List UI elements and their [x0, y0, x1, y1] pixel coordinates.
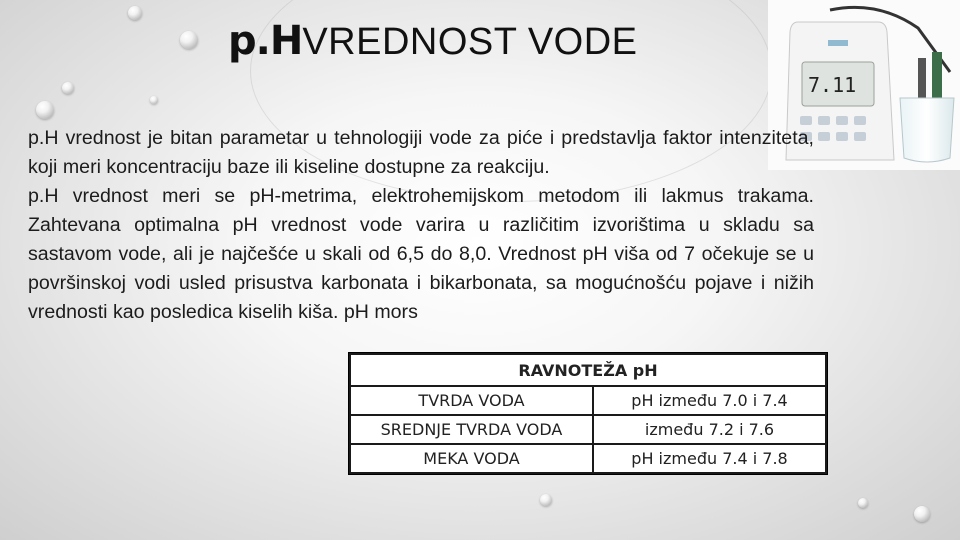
paragraph-2: p.H vrednost meri se pH-metrima, elektrohemijskom metodom ili lakmus trakama. Zahtevana optimalna pH vrednost vode varira u različitim izvorištima u skladu sa sastavom vode, ali je najčešće u skali od 6,5 do 8,0. Vrednost pH viša od 7 očekuje se u površinskoj vodi usled prisustva karbonata i bikarbonata, sa mogućnošću pojave i nižih vrednosti kao posledica kiselih kiša. pH mors	[28, 185, 814, 323]
table-header-row	[350, 354, 826, 386]
water-drop-decoration	[36, 101, 54, 119]
device-display-value: 7.11	[808, 73, 857, 97]
page-title	[228, 18, 638, 64]
table-row	[350, 386, 826, 415]
row-value: pH između 7.0 i 7.4	[593, 386, 826, 415]
table-row	[350, 444, 826, 473]
water-drop-decoration	[540, 494, 552, 506]
row-label: SREDNJE TVRDA VODA	[350, 415, 593, 444]
ph-balance-table	[349, 353, 827, 474]
water-drop-decoration	[914, 506, 930, 522]
title-ph: p.H	[228, 18, 303, 64]
water-drop-decoration	[150, 96, 158, 104]
water-drop-decoration	[62, 82, 74, 94]
title-rest: VREDNOST VODE	[302, 21, 638, 63]
row-label: TVRDA VODA	[350, 386, 593, 415]
row-label: MEKA VODA	[350, 444, 593, 473]
table-row	[350, 415, 826, 444]
paragraph-1: p.H vrednost je bitan parametar u tehnologiji vode za piće i predstavlja faktor intenziteta, koji meri koncentraciju baze ili kiseline dostupne za reakciju.	[28, 127, 814, 178]
row-value: između 7.2 i 7.6	[593, 415, 826, 444]
water-drop-decoration	[180, 31, 198, 49]
table-header: RAVNOTEŽA pH	[350, 354, 826, 386]
water-drop-decoration	[858, 498, 868, 508]
row-value: pH između 7.4 i 7.8	[593, 444, 826, 473]
body-text	[28, 124, 814, 327]
water-drop-decoration	[128, 6, 142, 20]
